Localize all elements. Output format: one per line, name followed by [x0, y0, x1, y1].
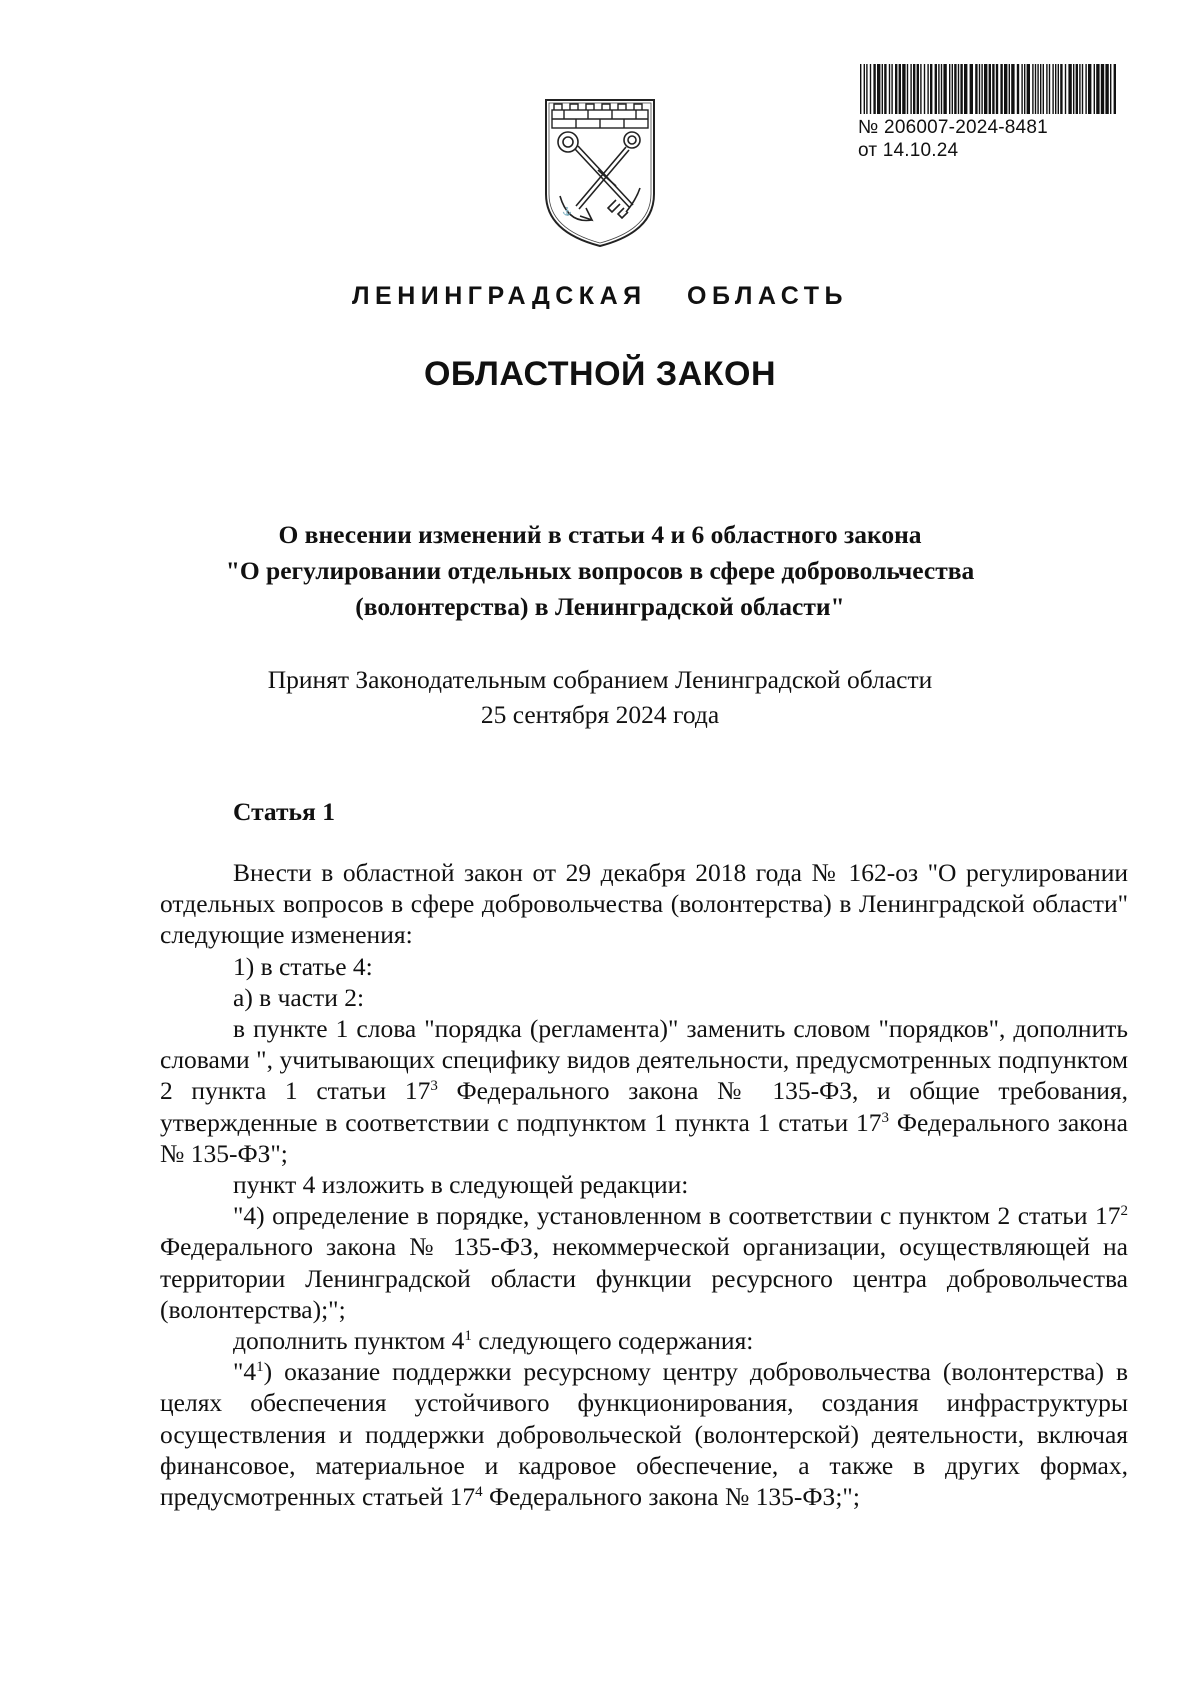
text-fragment: Федерального закона № 135-ФЗ, некоммерческой организации, осуществляющей на территории Ленинградской области функции ресурсного центра добровольчества (волонтерства);";	[160, 1232, 1128, 1324]
barcode-bar	[1021, 64, 1022, 114]
barcode-bar	[960, 64, 962, 114]
barcode-bar	[917, 64, 919, 114]
superscript: 3	[881, 1109, 889, 1126]
superscript: 3	[430, 1078, 438, 1095]
barcode-bar	[1114, 64, 1116, 114]
barcode-bar	[996, 64, 998, 114]
registration-stamp	[858, 64, 1118, 162]
barcode-bar	[870, 64, 871, 114]
barcode-bar	[1096, 64, 1099, 114]
barcode-bar	[864, 64, 865, 114]
text-fragment: следующего содержания:	[471, 1326, 754, 1356]
barcode-bar	[1065, 64, 1066, 114]
barcode-bar	[920, 64, 921, 114]
svg-text:⚓: ⚓	[562, 207, 572, 216]
barcode-bar	[984, 64, 987, 114]
barcode-bar	[1024, 64, 1025, 114]
barcode-bar	[970, 64, 973, 114]
barcode-bar	[1101, 64, 1104, 114]
barcode-bar	[884, 64, 886, 114]
barcode-bar	[882, 64, 883, 114]
barcode-bar	[938, 64, 939, 114]
barcode-bar	[930, 64, 932, 114]
barcode-bar	[860, 64, 861, 114]
paragraph-point-4-1-intro	[160, 1325, 1128, 1356]
paragraph-point-4-1-text	[160, 1356, 1128, 1512]
law-title	[200, 517, 1000, 625]
barcode-bar	[1079, 64, 1080, 114]
law-title-line: "О регулировании отдельных вопросов в сфере добровольчества	[225, 556, 975, 585]
barcode-bar	[1035, 64, 1036, 114]
paragraph-subitem-a: а) в части 2:	[233, 982, 365, 1012]
text-fragment: Федерального закона № 135-ФЗ";	[160, 1107, 1128, 1168]
barcode-bar	[979, 64, 980, 114]
barcode-bar	[927, 64, 928, 114]
paragraph-point-1-change	[160, 1013, 1128, 1169]
paragraph-intro: Внести в областной закон от 29 декабря 2018 года № 162-оз "О регулировании отдельных вопросов в сфере добровольчества (волонтерства) в Ленинградской области" следующие изменения:	[160, 858, 1128, 950]
barcode-bar	[1049, 64, 1050, 114]
barcode-bar	[907, 64, 908, 114]
article-heading: Статья 1	[233, 797, 335, 826]
barcode-bar	[1037, 64, 1038, 114]
adoption-note	[200, 662, 1000, 732]
barcode-bar	[1058, 64, 1059, 114]
barcode-bar	[1011, 64, 1014, 114]
barcode-bar	[952, 64, 953, 114]
barcode-bar	[1068, 64, 1071, 114]
paragraph-point-4-intro: пункт 4 изложить в следующей редакции:	[233, 1170, 689, 1200]
law-title-line: О внесении изменений в статьи 4 и 6 областного закона	[278, 520, 922, 549]
barcode-bar	[873, 64, 875, 114]
barcode-bar	[1060, 64, 1062, 114]
barcode-bar	[1082, 64, 1083, 114]
barcode-bar	[1088, 64, 1091, 114]
barcode-bar	[975, 64, 977, 114]
text-fragment: "4	[233, 1357, 257, 1387]
barcode-bar	[1110, 64, 1111, 114]
barcode-bar	[899, 64, 901, 114]
barcode-bar	[924, 64, 925, 114]
barcode-bar	[902, 64, 905, 114]
barcode-bar	[1094, 64, 1095, 114]
barcode-bar	[1043, 64, 1044, 114]
barcode-bar	[989, 64, 991, 114]
barcode-bar	[1073, 64, 1074, 114]
barcode-bar	[1027, 64, 1030, 114]
text-fragment: ) оказание поддержки ресурсному центру добровольчества (волонтерства) в целях обеспечения устойчивого функционирования, создания инфраструктуры осуществления и поддержки добровольческой (волонтерской) деятельности, включая финансовое, материальное и кадровое обеспечение, а также в других формах, предусмотренных статьей 17	[160, 1357, 1128, 1512]
barcode-bar	[1055, 64, 1056, 114]
barcode-bar	[891, 64, 892, 114]
barcode-bar	[910, 64, 911, 114]
adoption-line: Принят Законодательным собранием Ленинградской области	[267, 665, 933, 694]
barcode-bar	[958, 64, 959, 114]
article-body	[160, 857, 1128, 1512]
barcode-bar	[941, 64, 942, 114]
region-heading: ЛЕНИНГРАДСКАЯ ОБЛАСТЬ	[352, 282, 848, 310]
barcode-bar	[964, 64, 967, 114]
coat-of-arms-emblem	[540, 96, 660, 248]
barcode-bar	[943, 64, 946, 114]
barcode-bar	[949, 64, 950, 114]
superscript: 2	[1120, 1203, 1128, 1220]
barcode-bar	[1085, 64, 1086, 114]
barcode-bar	[866, 64, 867, 114]
superscript: 1	[464, 1328, 472, 1345]
barcode	[860, 64, 1116, 114]
barcode-bar	[1046, 64, 1047, 114]
barcode-bar	[1009, 64, 1010, 114]
registration-number: № 206007-2024-8481	[858, 117, 1048, 138]
barcode-bar	[1040, 64, 1041, 114]
text-fragment: дополнить пунктом 4	[233, 1326, 465, 1356]
barcode-bar	[935, 64, 937, 114]
barcode-bar	[1000, 64, 1002, 114]
text-fragment: "4) определение в порядке, установленном в соответствии с пунктом 2 статьи 17	[233, 1201, 1121, 1231]
text-fragment: Федерального закона № 135-ФЗ;";	[482, 1482, 860, 1512]
text-fragment: в пункте 1 слова "порядка (регламента)" заменить словом "порядков", дополнить словами ", учитывающих специфику видов деятельности, предусмотренных подпунктом 2 пункта 1 статьи 17	[160, 1014, 1128, 1106]
paragraph-item-1: 1) в статье 4:	[233, 951, 373, 981]
registration-date: от 14.10.24	[858, 140, 959, 161]
barcode-bar	[1076, 64, 1078, 114]
law-title-line: (волонтерства) в Ленинградской области"	[355, 592, 845, 621]
barcode-bar	[877, 64, 880, 114]
law-type-heading: ОБЛАСТНОЙ ЗАКОН	[423, 355, 777, 393]
superscript: 4	[475, 1484, 483, 1501]
text-fragment: Федерального закона № 135-ФЗ, и общие требования, утвержденные в соответствии с подпунктом 1 пункта 1 статьи 17	[160, 1076, 1128, 1137]
adoption-date: 25 сентября 2024 года	[480, 700, 720, 729]
barcode-bar	[1105, 64, 1108, 114]
barcode-bar	[1017, 64, 1019, 114]
barcode-bar	[895, 64, 897, 114]
barcode-bar	[1052, 64, 1053, 114]
barcode-bar	[1004, 64, 1007, 114]
barcode-bar	[981, 64, 982, 114]
paragraph-point-4-text	[160, 1200, 1128, 1325]
barcode-bar	[992, 64, 994, 114]
barcode-bar	[913, 64, 915, 114]
barcode-bar	[889, 64, 890, 114]
barcode-bar	[954, 64, 956, 114]
barcode-bar	[1032, 64, 1033, 114]
superscript: 1	[256, 1359, 264, 1376]
